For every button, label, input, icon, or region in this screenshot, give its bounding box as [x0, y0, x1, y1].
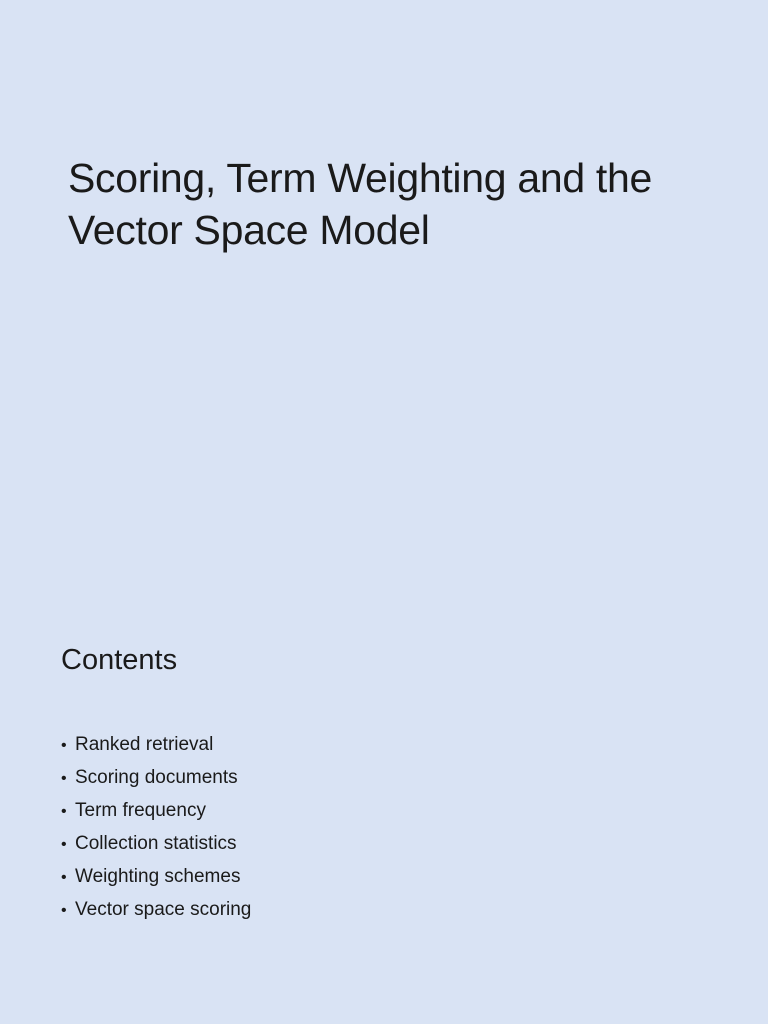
list-item — [61, 897, 251, 930]
list-item — [61, 798, 251, 831]
bullet-icon: • — [61, 902, 67, 919]
list-item-label: Scoring documents — [75, 767, 238, 788]
list-item-label: Ranked retrieval — [75, 734, 214, 755]
bullet-icon: • — [61, 737, 67, 754]
list-item — [61, 864, 251, 897]
contents-list — [61, 732, 251, 930]
bullet-icon: • — [61, 869, 67, 886]
bullet-icon: • — [61, 836, 67, 853]
slide-title: Scoring, Term Weighting and the Vector Space Model — [68, 155, 653, 253]
list-item — [61, 765, 251, 798]
list-item-label: Term frequency — [75, 800, 206, 821]
contents-slide — [0, 512, 768, 1024]
contents-heading: Contents — [61, 644, 178, 676]
list-item — [61, 732, 251, 765]
list-item-label: Collection statistics — [75, 833, 237, 854]
list-item-label: Vector space scoring — [75, 899, 252, 920]
list-item-label: Weighting schemes — [75, 866, 241, 887]
bullet-icon: • — [61, 770, 67, 787]
list-item — [61, 831, 251, 864]
bullet-icon: • — [61, 803, 67, 820]
